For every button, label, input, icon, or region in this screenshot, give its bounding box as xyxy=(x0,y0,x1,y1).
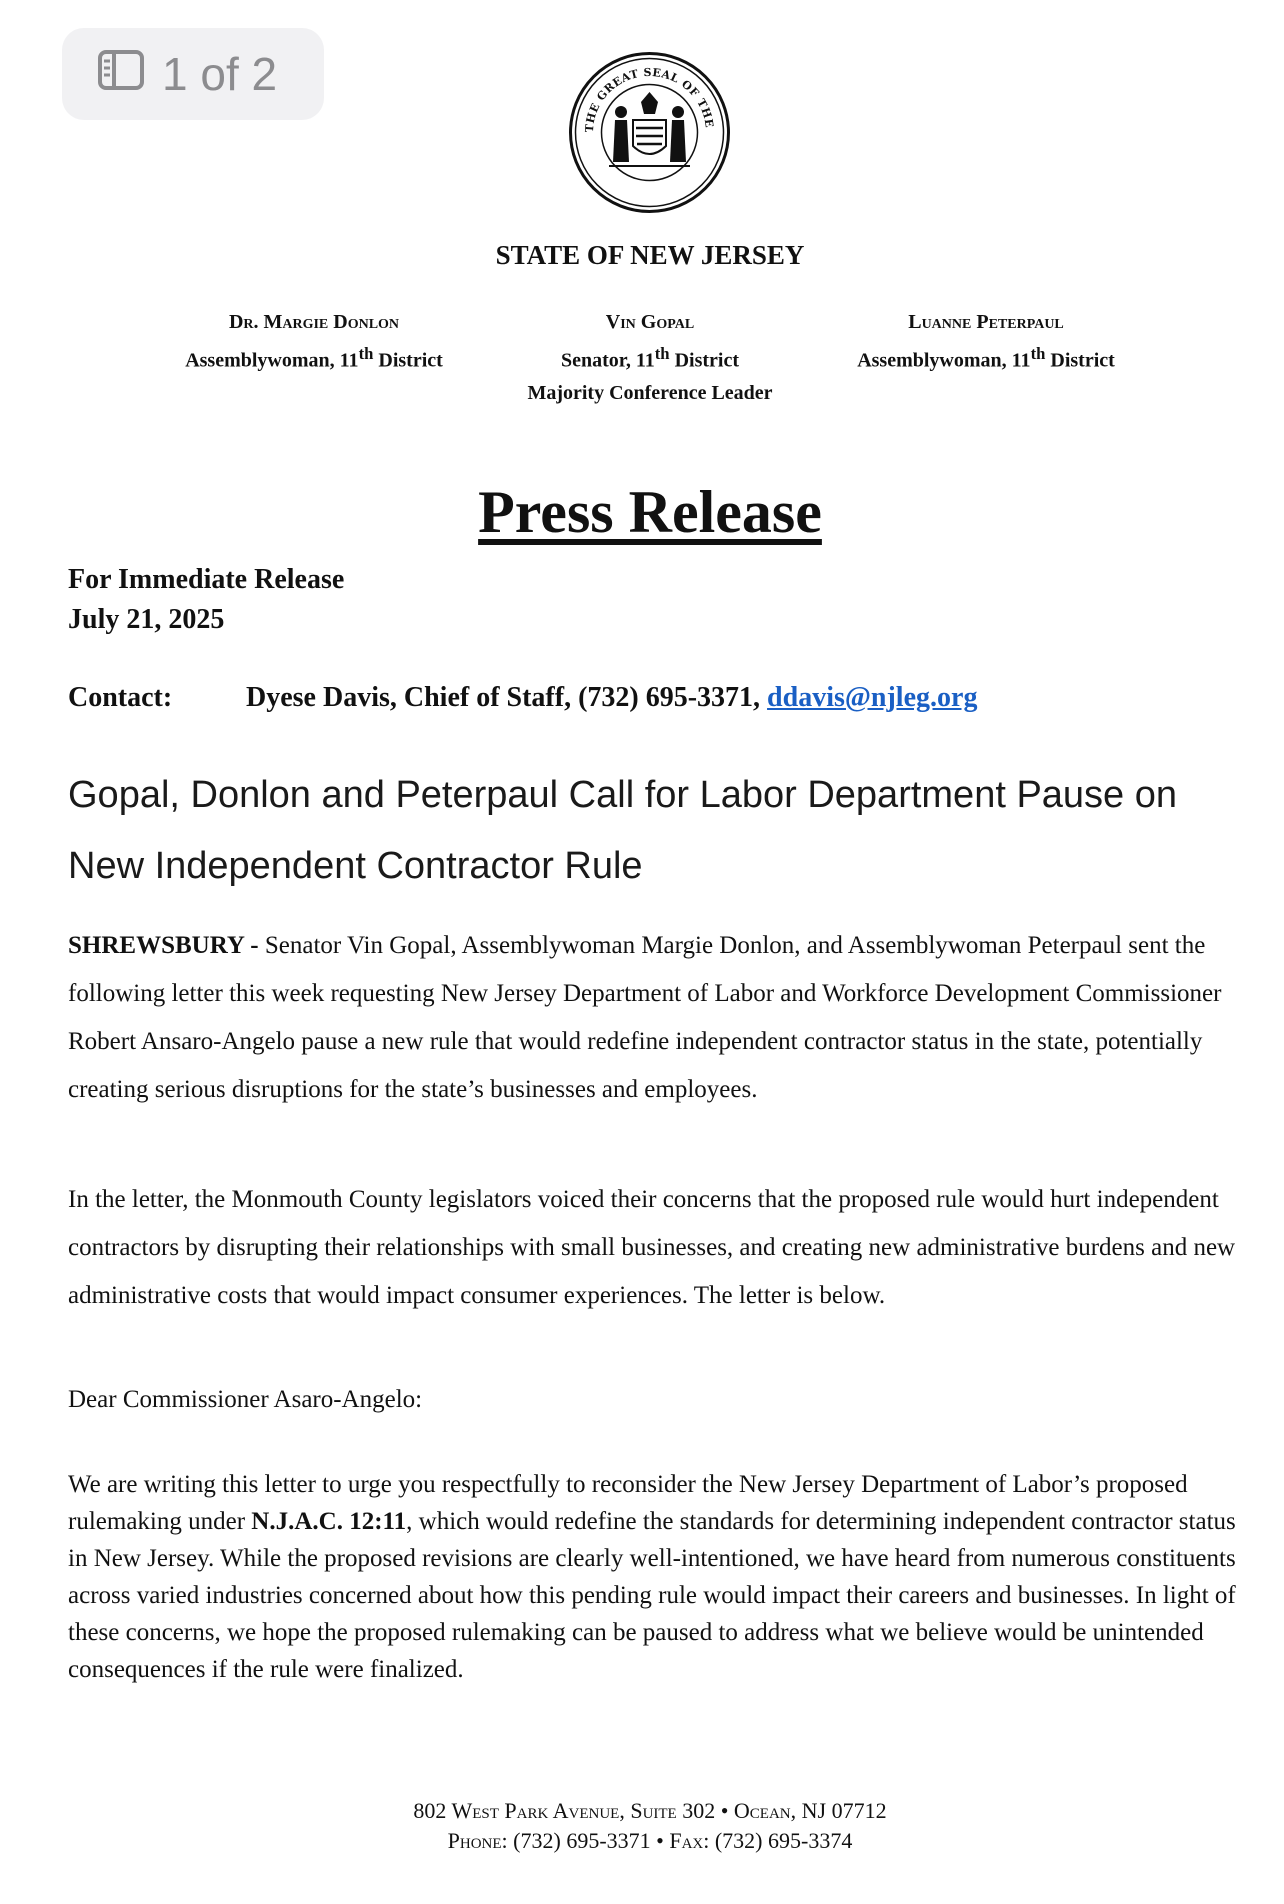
sidebar-icon xyxy=(98,47,144,101)
footer-address: 802 West Park Avenue, Suite 302 • Ocean, NJ 07712 xyxy=(413,1798,887,1823)
svg-text:THE GREAT SEAL OF THE STATE OF: THE GREAT SEAL OF THE xyxy=(582,65,716,133)
footer xyxy=(0,1796,1284,1856)
contact-text: Dyese Davis, Chief of Staff, (732) 695-3371, xyxy=(246,682,768,713)
official-name: Dr. Margie Donlon xyxy=(228,311,400,333)
release-date: July 21, 2025 xyxy=(68,604,225,635)
official-title: Assemblywoman, 11th District xyxy=(185,344,443,372)
letter-salutation: Dear Commissioner Asaro-Angelo: xyxy=(68,1386,423,1413)
release-info xyxy=(68,560,344,640)
dateline: SHREWSBURY - xyxy=(68,932,259,959)
official-name: Vin Gopal xyxy=(605,311,695,333)
release-line: For Immediate Release xyxy=(68,564,345,595)
article-headline: Gopal, Donlon and Peterpaul Call for Labor Department Pause on New Independent Contractor Rule xyxy=(68,774,1178,887)
footer-phone-fax: Phone: (732) 695-3371 • Fax: (732) 695-3374 xyxy=(447,1828,853,1853)
official-donlon xyxy=(144,306,484,377)
official-title: Senator, 11th District xyxy=(561,344,739,372)
contact-line xyxy=(68,682,977,714)
paragraph-1: SHREWSBURY - Senator Vin Gopal, Assemblywoman Margie Donlon, and Assemblywoman Peterpaul sent the following letter this week requesting New Jersey Department of Labor and Workforce Development Commissioner Robert Ansaro-Angelo pause a new rule that would redefine independent contractor status in the state, potentially creating serious disruptions for the state’s businesses and employees. xyxy=(68,932,1222,1103)
regulation-code: N.J.A.C. 12:11 xyxy=(251,1508,407,1535)
letter-body: We are writing this letter to urge you respectfully to reconsider the New Jersey Department of Labor’s proposed rulemaking under N.J.A.C. 12:11, which would redefine the standards for determining independent contractor status in New Jersey. While the proposed revisions are clearly well-intentioned, we have heard from numerous constituents across varied industries concerned about how this pending rule would impact their careers and businesses. In light of these concerns, we hope the proposed rulemaking can be paused to address what we believe would be unintended consequences if the rule were finalized. xyxy=(68,1471,1236,1683)
official-title: Assemblywoman, 11th District xyxy=(857,344,1115,372)
official-peterpaul xyxy=(816,306,1156,377)
contact-label: Contact: xyxy=(68,682,173,713)
official-gopal xyxy=(480,306,820,409)
page-indicator-text: 1 of 2 xyxy=(162,48,278,100)
press-release-title: Press Release xyxy=(478,479,822,545)
state-title: STATE OF NEW JERSEY xyxy=(495,240,805,270)
paragraph-2: In the letter, the Monmouth County legislators voiced their concerns that the proposed rule would hurt independent contractors by disrupting their relationships with small businesses, and creating new administrative burdens and new administrative costs that would impact consumer experiences. The letter is below. xyxy=(68,1186,1236,1309)
state-seal xyxy=(567,50,732,215)
contact-email-link[interactable]: ddavis@njleg.org xyxy=(767,682,978,713)
official-role: Majority Conference Leader xyxy=(527,381,773,404)
page-indicator[interactable] xyxy=(62,28,324,120)
official-name: Luanne Peterpaul xyxy=(908,311,1064,333)
